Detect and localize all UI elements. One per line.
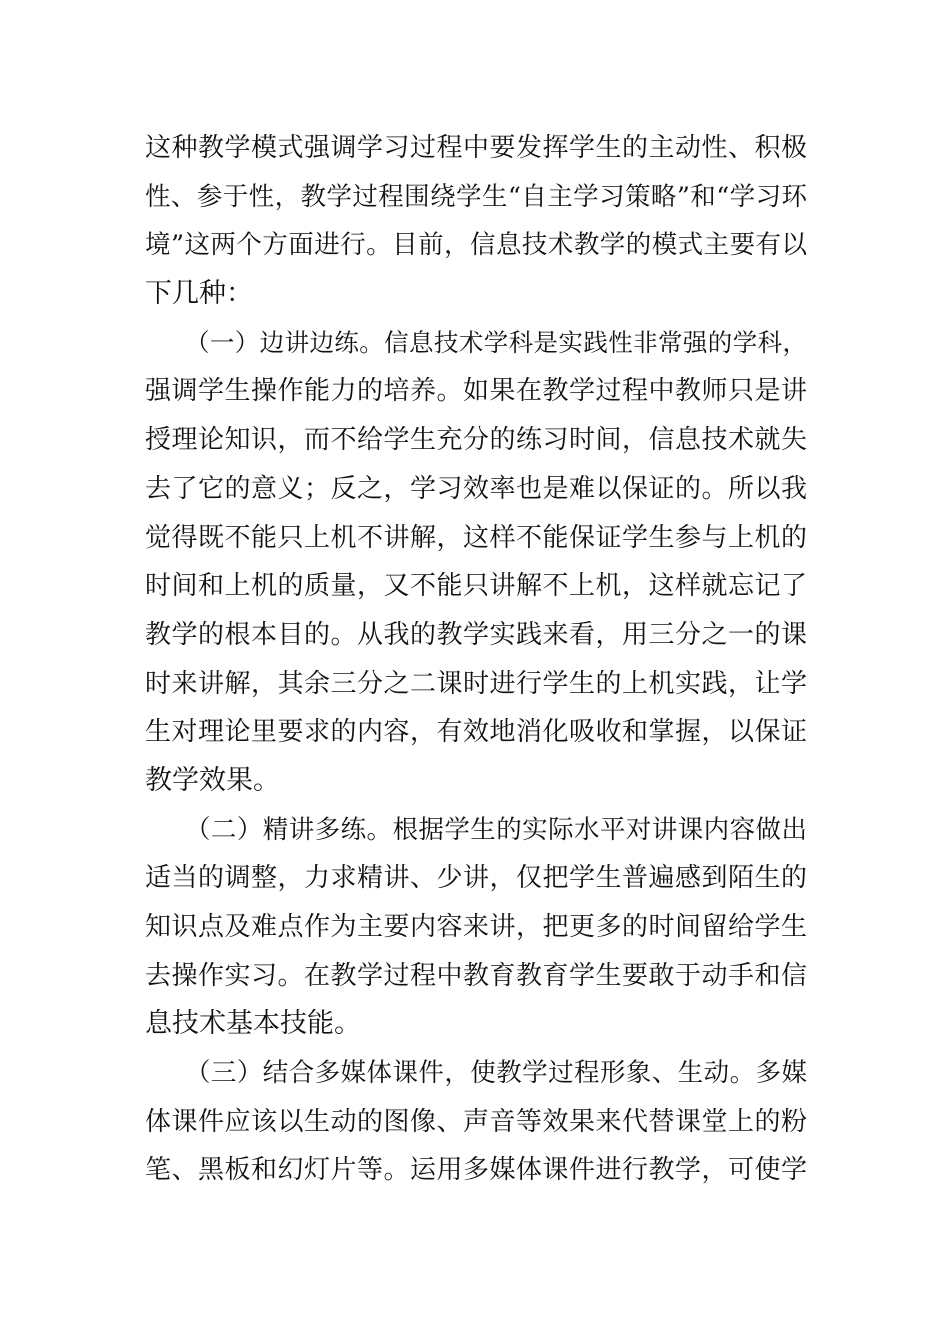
text-line: 时间和上机的质量，又不能只讲解不上机，这样就忘记了 xyxy=(145,571,807,602)
text-line: 去操作实习。在教学过程中教育教育学生要敢于动手和信 xyxy=(145,960,807,991)
text-line: 生对理论里要求的内容，有效地消化吸收和掌握，以保证 xyxy=(145,717,807,748)
paragraph-first-line: （三）结合多媒体课件，使教学过程形象、生动。多媒 xyxy=(185,1058,807,1089)
text-line: 时来讲解，其余三分之二课时进行学生的上机实践，让学 xyxy=(145,668,807,699)
text-line: 体课件应该以生动的图像、声音等效果来代替课堂上的粉 xyxy=(145,1106,807,1137)
text-line: 授理论知识，而不给学生充分的练习时间，信息技术就失 xyxy=(145,425,807,456)
text-line: 境”这两个方面进行。目前，信息技术教学的模式主要有以 xyxy=(145,230,807,261)
text-line: 强调学生操作能力的培养。如果在教学过程中教师只是讲 xyxy=(145,376,807,407)
text-line: 适当的调整，力求精讲、少讲，仅把学生普遍感到陌生的 xyxy=(145,863,807,894)
text-line: 觉得既不能只上机不讲解，这样不能保证学生参与上机的 xyxy=(145,522,807,553)
paragraph-first-line: （二）精讲多练。根据学生的实际水平对讲课内容做出 xyxy=(185,814,807,845)
text-line: 笔、黑板和幻灯片等。运用多媒体课件进行教学，可使学 xyxy=(145,1155,807,1186)
text-line: 息技术基本技能。 xyxy=(145,1008,361,1040)
text-line: 下几种： xyxy=(145,278,253,310)
paragraph-first-line: （一）边讲边练。信息技术学科是实践性非常强的学科， xyxy=(185,327,807,357)
text-line: 教学效果。 xyxy=(145,764,280,796)
text-line: 教学的根本目的。从我的教学实践来看，用三分之一的课 xyxy=(145,619,807,650)
text-line: 知识点及难点作为主要内容来讲，把更多的时间留给学生 xyxy=(145,912,807,942)
text-line: 性、参于性，教学过程围绕学生“自主学习策略”和“学习环 xyxy=(145,181,807,212)
text-line: 去了它的意义；反之，学习效率也是难以保证的。所以我 xyxy=(145,473,807,504)
body-text xyxy=(145,124,807,1195)
text-line: 这种教学模式强调学习过程中要发挥学生的主动性、积极 xyxy=(145,133,807,163)
